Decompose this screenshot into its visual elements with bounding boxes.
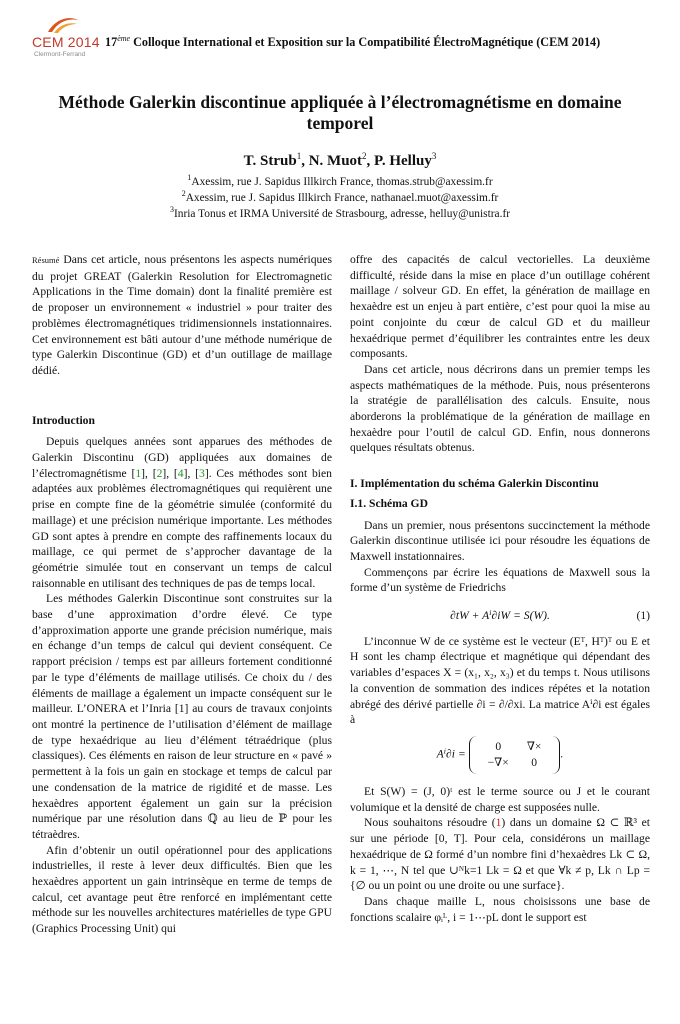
affiliation-text: Axessim, rue J. Sapidus Illkirch France, nathanael.muot@axessim.fr bbox=[185, 191, 499, 204]
intro-paragraph: Depuis quelques années sont apparues des méthodes de Galerkin Discontinu (GD) appliquées aux domaines de l’électromagnétisme [1], [2], [4], [3]. Ces méthodes sont bien adaptées aux problèmes électromagnétiques qui requièrent une prise en compte fine de la géométrie simulée (conformité du maillage) et une précision numérique importante. Les méthodes GD sont aptes à prendre en compte des raffinements locaux du maillage, ce qui permet de s’approcher davantage de la géométrie simulée tout en conservant un temps de calcul raisonnable en utilisant des techniques de pas de temps local. bbox=[32, 435, 332, 590]
intro-text: Depuis quelques années sont apparues des méthodes de Galerkin Discontinu (GD) appliquées aux domaines de l’électromagnétisme [ bbox=[32, 435, 332, 480]
author-sep: , bbox=[366, 153, 375, 169]
citation-link[interactable]: 2 bbox=[156, 466, 163, 480]
equation-body: ∂tW + Aⁱ∂iW = S(W). bbox=[450, 609, 550, 623]
affiliation-text: Axessim, rue J. Sapidus Illkirch France, thomas.strub@axessim.fr bbox=[191, 175, 493, 188]
affiliation-sup: 1 bbox=[187, 173, 192, 182]
conference-title bbox=[105, 34, 600, 50]
equation-ref-link[interactable]: 1 bbox=[495, 816, 502, 830]
author-name: T. Strub bbox=[243, 153, 297, 169]
conference-name: Colloque International et Exposition sur la Compatibilité ÉlectroMagnétique (CEM 2014) bbox=[130, 35, 601, 50]
matrix-cell: ∇× bbox=[526, 739, 542, 753]
equation-number: (1) bbox=[636, 609, 650, 623]
author-sep: , bbox=[301, 153, 309, 169]
right-column bbox=[350, 252, 650, 925]
logo-text: CEM 2014 bbox=[32, 34, 100, 50]
matrix-cell: 0 bbox=[531, 755, 538, 769]
author-sup: 2 bbox=[362, 151, 367, 161]
logo-swoosh-icon bbox=[46, 14, 80, 36]
affiliation bbox=[30, 189, 650, 204]
body-paragraph: Et S(W) = (J, 0)ᵗ est le terme source ou J et le courant volumique et la densité de charge est supposées nulle. bbox=[350, 784, 650, 814]
matrix-lhs: Aⁱ∂i = bbox=[436, 747, 466, 761]
matrix bbox=[469, 736, 564, 774]
abstract-text: Dans cet article, nous présentons les aspects numériques du projet GREAT (Galerkin Resolution for Electromagnetic Applications in the Time domain) dont la finalité première est de proposer un environnement « industriel » pour traiter des problèmes électromagnétiques tridimensionnels instationnaires. Cet environnement est bâti autour d’une méthode numérique de type Galerkin Discontinue (GD) et d’un outillage de maillage dédié. bbox=[32, 253, 332, 377]
author-sup: 3 bbox=[431, 151, 437, 161]
author-name: P. Helluy bbox=[374, 153, 432, 169]
body-paragraph: offre des capacités de calcul vectorielles. La deuxième difficulté, réside dans la mise en place d’un outillage cohérent maillage / solveur GD. En effet, la génération de maillage en hexaèdre est un enjeu à part entière, c’est pour quoi la mise au point conjointe du cœur de calcul GD et du mailleur hexaédrique permet d’équilibrer les contraintes entre les deux composants. bbox=[350, 253, 650, 361]
matrix-cell: −∇× bbox=[487, 755, 509, 769]
section-heading: I. Implémentation du schéma Galerkin Discontinu bbox=[350, 477, 599, 491]
intro-text: Ces méthodes sont bien adaptées aux problèmes électromagnétiques qui requièrent une prise en compte fine de la géométrie simulée (conformité du maillage) et une précision numérique importante. Les méthodes GD sont aptes à prendre en compte des raffinements locaux du maillage, ce qui permet de s’approcher davantage de la géométrie simulée tout en conservant un temps de calcul raisonnable en utilisant des techniques de pas de temps local. bbox=[32, 466, 332, 590]
citation-link[interactable]: 1 bbox=[135, 466, 142, 480]
body-text: Nous souhaitons résoudre ( bbox=[364, 816, 496, 830]
cem-logo bbox=[32, 14, 100, 62]
conference-number-sup: ème bbox=[117, 34, 131, 43]
page-header bbox=[32, 14, 672, 62]
affiliation bbox=[30, 173, 650, 188]
subsection-heading: I.1. Schéma GD bbox=[350, 496, 428, 510]
body-text: ) dans un domaine Ω ⊂ ℝ³ et sur une période [0, T]. Pour cela, considérons un maillage hexaédrique de Ω formé d’un nombre fini d’hexaèdres Lk ⊂ Ω, k = 1, ⋯, N tel que ∪ᴺk=1 Lk = Ω et que ∀k ≠ p, Lk ∩ Lp = {∅ ou un point ou une droite ou une surface}. bbox=[350, 816, 650, 893]
affiliation-sup: 2 bbox=[181, 189, 186, 198]
logo-subtitle: Clermont-Ferrand bbox=[34, 51, 86, 58]
citation-link[interactable]: 3 bbox=[199, 466, 205, 480]
left-column bbox=[32, 252, 332, 937]
abstract-keyword: Résumé bbox=[32, 255, 60, 265]
body-paragraph bbox=[350, 815, 650, 894]
author-sup: 1 bbox=[296, 151, 302, 161]
intro-paragraph: Afin d’obtenir un outil opérationnel pour des applications industrielles, il reste à lever deux difficultés. Bien que les hexaèdres apportent un gain intrinsèque en terme de temps de calcul, cet avantage peut être renforcé en implémentant cette méthode sur les nouvelles architectures matérielles de type GPU (Graphics Processing Unit) qui bbox=[32, 843, 332, 936]
matrix-end: . bbox=[560, 747, 564, 761]
affiliation bbox=[30, 205, 650, 220]
body-paragraph: L’inconnue W de ce système est le vecteur (Eᵀ, Hᵀ)ᵀ ou E et H sont les champ électrique et magnétique qui dépendant des variables d’espaces X = (x₁, x₂, x₃) et du temps t. Nous utilisons la convention de sommation des indices répétes et la notation abrégé des dérivé partielle ∂i = ∂/∂xi. La matrice Aⁱ∂i est égales à bbox=[350, 634, 650, 727]
introduction-heading: Introduction bbox=[32, 413, 95, 427]
affiliation-text: Inria Tonus et IRMA Université de Strasbourg, adresse, helluy@unistra.fr bbox=[173, 207, 511, 220]
body-paragraph: Commençons par écrire les équations de Maxwell sous la forme d’un système de Friedrichs bbox=[350, 565, 650, 595]
abstract bbox=[32, 252, 332, 379]
author-name: N. Muot bbox=[308, 153, 363, 169]
paper-title: Méthode Galerkin discontinue appliquée à l’électromagnétisme en domaine temporel bbox=[58, 92, 622, 133]
body-paragraph: Dans chaque maille L, nous choisissons une base de fonctions scalaire φᵢᴸ, i = 1⋯pL dont le support est bbox=[350, 894, 650, 924]
intro-paragraph: Les méthodes Galerkin Discontinue sont construites sur la base d’une approximation d’ordre élevé. Ce type d’approximation apporte une grande précision numérique, mais en échange d’un temps de calcul qui devient conséquent. Ce rapport précision / temps est par ailleurs fortement conditionné par le type d’éléments de maillage utilisés. Ce choix du / des éléments de maillage a également un impacte conséquent sur le mailleur. L’ONERA et l’Inria [1] au cours de travaux conjoints ont montré la pertinence de l’utilisation d’élément de maillage de type hexaédrique au lieu d’élément tétraédrique (plus classiques). Ces éléments en raison de leur structure en « pavé » permettent à la fois un gain en stockage et temps de calcul par une condensation de la matrice de rigidité et de masse. Les hexaèdres apportent également un gain sur la précision numérique par une résolution dans ℚ au lieu de ℙ pour les tétraèdres. bbox=[32, 592, 332, 841]
authors-line bbox=[30, 151, 650, 170]
citation-link[interactable]: 4 bbox=[177, 466, 184, 480]
affiliation-sup: 3 bbox=[169, 205, 174, 214]
body-paragraph: Dans un premier, nous présentons succinctement la méthode Galerkin discontinue utilisée ici pour résoudre les équations de Maxwell instationnaires. bbox=[350, 518, 650, 563]
matrix-cell: 0 bbox=[495, 739, 502, 753]
conference-number: 17 bbox=[105, 35, 118, 50]
matrix-equation bbox=[350, 736, 650, 774]
body-paragraph: Dans cet article, nous décrirons dans un premier temps les aspects mathématiques de la méthode. Puis, nous présenterons la stratégie de parallélisation des calculs. Ensuite, nous aborderons la problématique de la génération de maillage en hexaèdre pour l’outil de calcul GD. Enfin, nous donnerons quelques résultats obtenus. bbox=[350, 362, 650, 455]
equation-1 bbox=[350, 608, 650, 624]
